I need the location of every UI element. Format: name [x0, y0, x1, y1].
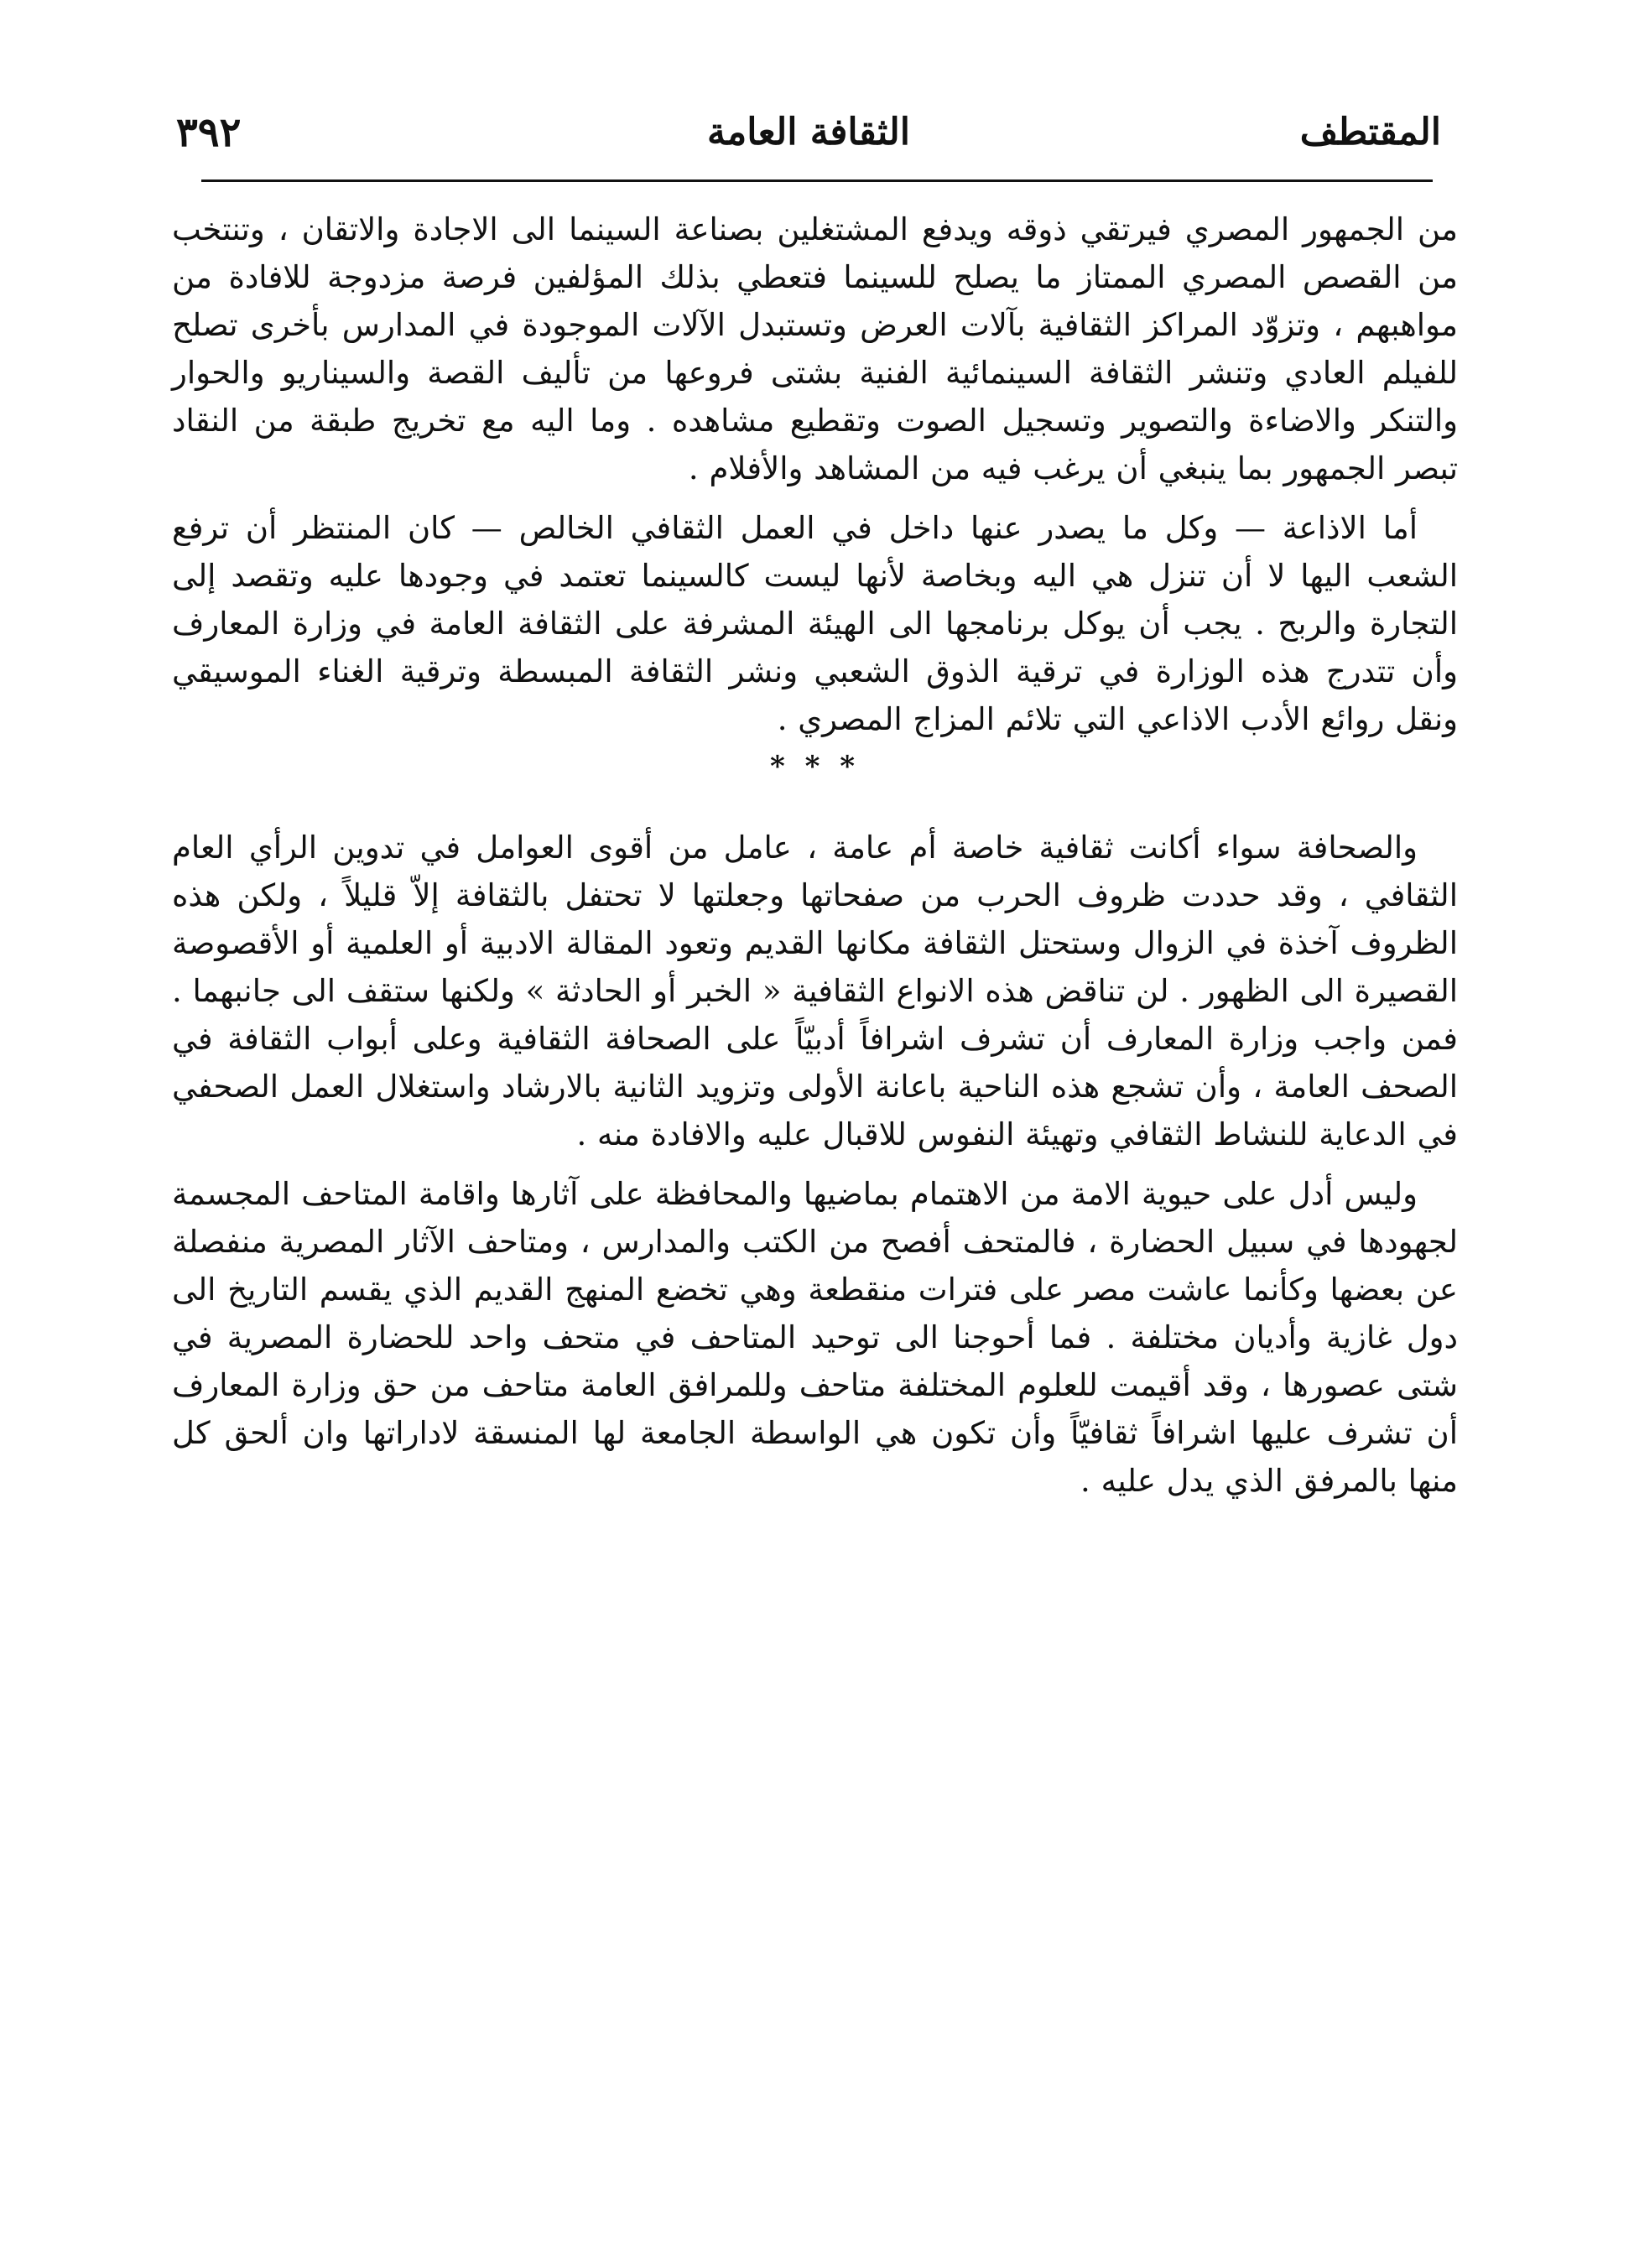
- header-divider: [201, 179, 1433, 182]
- running-header: [176, 99, 1441, 166]
- journal-title: المقتطف: [1299, 111, 1441, 153]
- paragraph-press: والصحافة سواء أكانت ثقافية خاصة أم عامة ، عامل من أقوى العوامل في تدوين الرأي العام الثقافي ، وقد حددت ظروف الحرب من صفحاتها وجعلتها لا تحتفل بالثقافة إلاّ قليلاً ، ولكن هذه الظروف آخذة في الزوال وستحتل الثقافة مكانها القديم وتعود المقالة الادبية أو العلمية أو الأقصوصة القصيرة الى الظهور . لن تناقض هذه الانواع الثقافية « الخبر أو الحادثة » ولكنها ستقف الى جانبهما . فمن واجب وزارة المعارف أن تشرف اشرافاً أدبيّاً على الصحافة الثقافية وعلى أبواب الثقافة في الصحف العامة ، وأن تشجع هذه الناحية باعانة الأولى وتزويد الثانية بالارشاد واستغلال العمل الصحفي في الدعاية للنشاط الثقافي وتهيئة النفوس للاقبال عليه والافادة منه .: [172, 830, 1458, 1152]
- paragraph-cinema: من الجمهور المصري فيرتقي ذوقه ويدفع المشتغلين بصناعة السينما الى الاجادة والاتقان ، وتنتخب من القصص المصري الممتاز ما يصلح للسينما فتعطي بذلك المؤلفين فرصة مزدوجة للافادة من مواهبهم ، وتزوّد المراكز الثقافية بآلات العرض وتستبدل الآلات الموجودة في المدارس بأخرى تصلح للفيلم العادي وتنشر الثقافة السينمائية الفنية بشتى فروعها من تأليف القصة والسيناريو والحوار والتنكر والاضاءة والتصوير وتسجيل الصوت وتقطيع مشاهده . وما اليه مع تخريج طبقة من النقاد تبصر الجمهور بما ينبغي أن يرغب فيه من المشاهد والأفلام .: [172, 211, 1458, 486]
- article-body: [172, 205, 1458, 2201]
- paragraph-museums: وليس أدل على حيوية الامة من الاهتمام بماضيها والمحافظة على آثارها واقامة المتاحف المجسمة لجهودها في سبيل الحضارة ، فالمتحف أفصح من الكتب والمدارس ، ومتاحف الآثار المصرية منفصلة عن بعضها وكأنما عاشت مصر على فترات منقطعة وهي تخضع المنهج القديم الذي يقسم التاريخ الى دول غازية وأديان مختلفة . فما أحوجنا الى توحيد المتاحف في متحف واحد للحضارة المصرية في شتى عصورها ، وقد أقيمت للعلوم المختلفة متاحف وللمرافق العامة متاحف من حق وزارة المعارف أن تشرف عليها اشرافاً ثقافيّاً وأن تكون هي الواسطة الجامعة لها المنسقة لاداراتها وان ألحق كل منها بالمرفق الذي يدل عليه .: [172, 1176, 1458, 1499]
- paragraph-radio: أما الاذاعة — وكل ما يصدر عنها داخل في العمل الثقافي الخالص — كان المنتظر أن ترفع الشعب اليها لا أن تنزل هي اليه وبخاصة لأنها ليست كالسينما تعتمد في وجودها عليه وتقصد إلى التجارة والربح . يجب أن يوكل برنامجها الى الهيئة المشرفة على الثقافة العامة في وزارة المعارف وأن تتدرج هذه الوزارة في ترقية الذوق الشعبي ونشر الثقافة المبسطة وترقية الغناء الموسيقي ونقل روائع الأدب الاذاعي التي تلائم المزاج المصري .: [172, 510, 1458, 737]
- page-number: ٣٩٢: [176, 109, 242, 156]
- section-separator: * * *: [769, 750, 860, 783]
- section-title: الثقافة العامة: [707, 111, 910, 153]
